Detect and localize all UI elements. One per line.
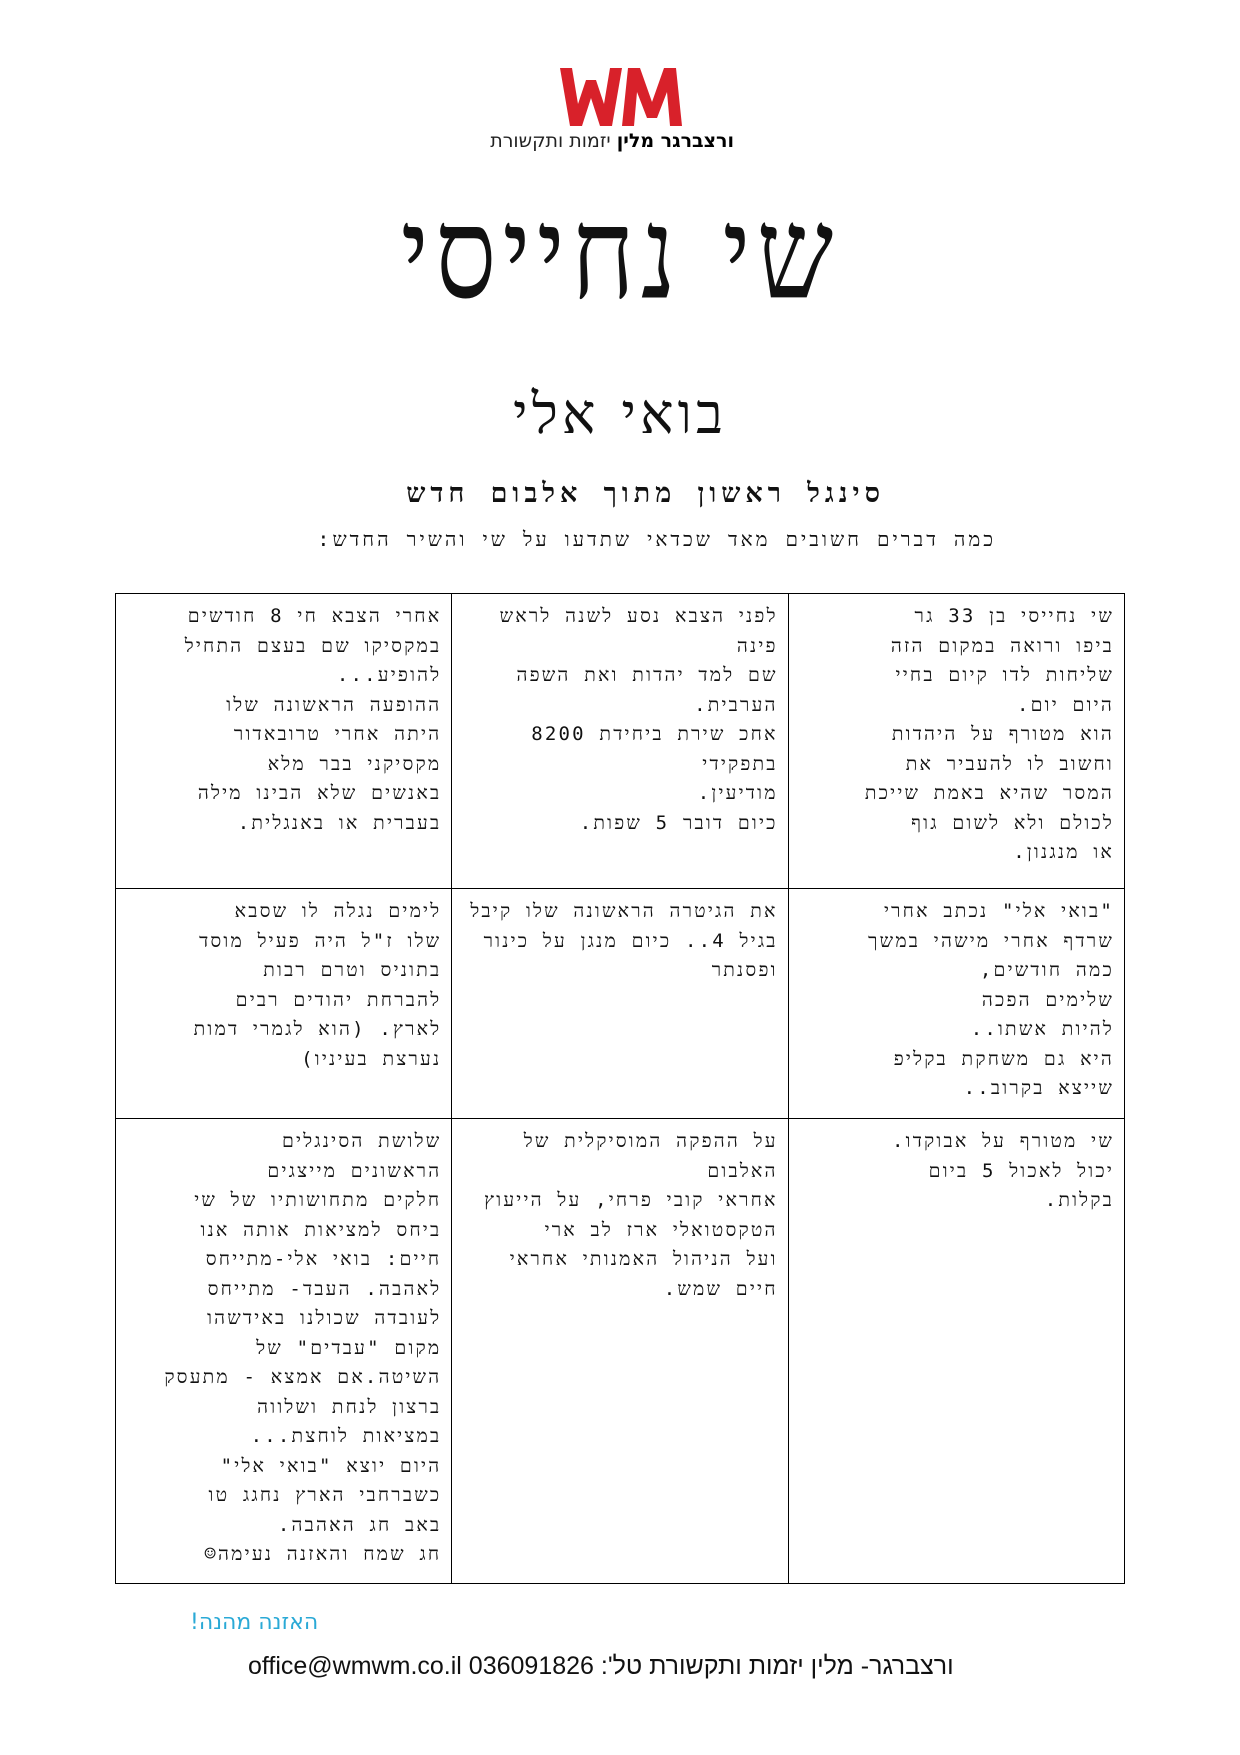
fact-cell: לפני הצבא נסע לשנה לראש פינה שם למד יהדות ואת השפה הערבית. אחכ שירת ביחידת 8200 בתפקידי מודיעין. כיום דובר 5 שפות. — [452, 594, 788, 889]
fact-cell: את הגיטרה הראשונה שלו קיבל בגיל 4.. כיום מנגן על כינור ופסנתר — [452, 889, 788, 1119]
subheadline: כמה דברים חשובים מאד שכדאי שתדעו על שי והשיר החדש: — [317, 527, 996, 551]
company-field: יזמות ותקשורת — [490, 130, 611, 152]
artist-name: שי נחייסי — [400, 180, 840, 329]
company-logo — [490, 66, 734, 152]
fact-cell: שלושת הסינגלים הראשונים מייצגים חלקים מתחושותיו של שי ביחס למציאות אותה אנו חיים: בואי אלי-מתייחס לאהבה. העבד- מתייחס לעובדה שכולנו באידשהו מקום "עבדים" של השיטה.אם אמצא - מתעסק ברצון לנחת ושלווה במציאות לוחצת... היום יוצא "בואי אלי" כשברחבי הארץ נחגג טו באב חג האהבה. חג שמח והאזנה נעימה☺ — [116, 1119, 452, 1584]
fact-cell: לימים נגלה לו שסבא שלו ז"ל היה פעיל מוסד בתוניס וטרם רבות להברחת יהודים רבים לארץ. (הוא לגמרי דמות נערצת בעיניו) — [116, 889, 452, 1119]
facts-row — [116, 1119, 1125, 1584]
facts-row — [116, 594, 1125, 889]
fact-cell: "בואי אלי" נכתב אחרי שרדף אחרי מישהי במשך כמה חודשים, שלימים הפכה להיות אשתו.. היא גם משחקת בקליפ שייצא בקרוב.. — [788, 889, 1124, 1119]
facts-table — [115, 593, 1125, 1584]
facts-row — [116, 889, 1125, 1119]
fact-cell: על ההפקה המוסיקלית של האלבום אחראי קובי פרחי, על הייעוץ הטקסטואלי ארז לב ארי ועל הניהול האמנותי אחראי חיים שמש. — [452, 1119, 788, 1584]
fact-cell: שי מטורף על אבוקדו. יכול לאכול 5 ביום בקלות. — [788, 1119, 1124, 1584]
wm-logo-mark — [558, 66, 684, 128]
fact-cell: אחרי הצבא חי 8 חודשים במקסיקו שם בעצם התחיל להופיע... ההופעה הראשונה שלו היתה אחרי טרובאדור מקסיקני בבר מלא באנשים שלא הבינו מילה בעברית או באנגלית. — [116, 594, 452, 889]
company-tagline — [490, 130, 734, 152]
song-title: בואי אלי — [513, 382, 727, 447]
fact-cell: שי נחייסי בן 33 גר ביפו ורואה במקום הזה שליחות לדו קיום בחיי היום יום. הוא מטורף על היהדות וחשוב לו להעביר את המסר שהיא באמת שייכת לכולם ולא לשום גוף או מנגנון. — [788, 594, 1124, 889]
headline: סינגל ראשון מתוך אלבום חדש — [406, 478, 885, 509]
contact-footer: ורצברגר- מלין יזמות ותקשורת טל': 036091826 office@wmwm.co.il — [248, 1652, 954, 1680]
company-name: ורצברגר מלין — [616, 130, 734, 152]
listen-link[interactable]: האזנה מהנה! — [190, 1610, 319, 1635]
